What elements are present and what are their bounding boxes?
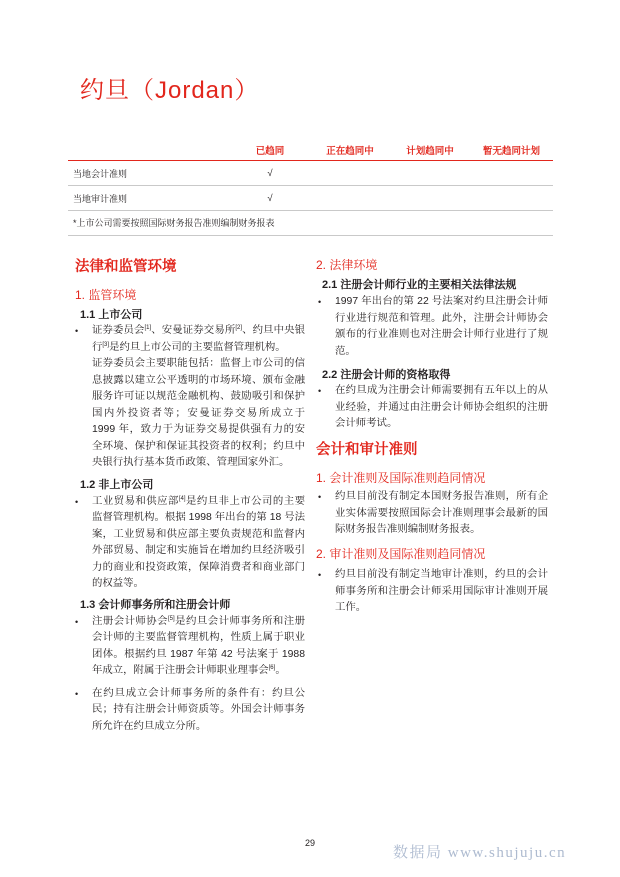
bullet-unlisted-regulator	[92, 494, 305, 593]
text-segment: 证券委员会	[92, 325, 145, 336]
bullet-firm-establishment: • 在约旦成立会计师事务所的条件有：约旦公民；持有注册会计师资质等。外国会计师事务所允许在约旦成立分所。	[92, 686, 305, 736]
bullet-cpa-qualification: • 在约旦成为注册会计师需要拥有五年以上的从业经验，并通过由注册会计师协会组织的注册会计师考试。	[335, 383, 548, 433]
footnote-ref: [6]	[268, 665, 276, 671]
header-converging: 正在趋同中	[326, 146, 374, 157]
section-heading-standards: 会计和审计准则	[316, 442, 418, 458]
header-converged: 已趋同	[255, 146, 285, 157]
heading-cpa-qualification: 2.2 注册会计师的资格取得	[322, 369, 451, 381]
footnote-ref: [3]	[102, 341, 110, 348]
bullet-accounting-standards: • 约旦目前没有制定本国财务报告准则，所有企业实体需要按照国际会计准则理事会最新的国际财务报告准则编制财务报表。	[335, 489, 548, 539]
table-note: *上市公司需要按照国际财务报告准则编制财务报表	[68, 211, 553, 236]
page-title: 约旦（Jordan）	[80, 77, 260, 104]
heading-firms-and-cpas: 1.3 会计师事务所和注册会计师	[80, 598, 231, 611]
status-cell: √	[267, 167, 273, 179]
bullet-cpa-association	[92, 614, 305, 680]
subsection-heading-legal: 2. 法律环境	[316, 258, 378, 272]
text-segment: 注册会计师协会	[92, 615, 169, 627]
header-no-plan: 暂无趋同计划	[482, 146, 540, 157]
bullet-cpa-laws: • 1997 年出台的第 22 号法案对约旦注册会计师行业进行规范和管理。此外，注册会计师协会颁布的行业准则也对注册会计师行业进行了规范。	[335, 294, 548, 360]
text-segment: 是约旦会计师事务所和注册会计师的主要监督管理机构，性质上属于职业团体。根据约旦 1987 年第 42 号法案于 1988 年成立，附属于注册会计师职业理事会	[92, 615, 305, 676]
subsection-heading-auditing-standards: 2. 审计准则及国际准则趋同情况	[316, 547, 486, 561]
left-column	[68, 258, 308, 735]
row-label: 当地审计准则	[73, 193, 128, 204]
table-row-auditing-standards	[68, 186, 553, 211]
text-segment: 工业贸易和供应部	[92, 495, 179, 507]
heading-cpa-laws: 2.1 注册会计师行业的主要相关法律法规	[322, 279, 517, 291]
header-planned: 计划趋同中	[406, 146, 454, 157]
section-heading-legal-regulatory: 法律和监管环境	[75, 259, 177, 275]
text-segment: 、安曼证券交易所	[151, 325, 236, 336]
bullet-listed-regulators	[92, 323, 305, 356]
footnote-ref: [1]	[144, 325, 152, 331]
table-header-row	[68, 140, 553, 161]
heading-listed-companies: 1.1 上市公司	[80, 309, 143, 321]
table-row-accounting-standards	[68, 161, 553, 186]
footnote-ref: [5]	[168, 615, 175, 622]
text-segment: 是约旦非上市公司的主要监督管理机构。根据 1998 年出台的第 18 号法案，工业贸易和供应部主要负责规范和监督内外部贸易、制定和实施旨在增加约旦经济吸引力的商业和投资政策，保障消费者和商业部门的权益等。	[92, 495, 305, 589]
footnote-ref: [2]	[235, 325, 242, 331]
text-segment: 是约旦上市公司的主要监督管理机构。	[109, 341, 286, 353]
paragraph-listed-regulator-duties: 证券委员会主要职能包括：监督上市公司的信息披露以建立公平透明的市场环境、颁布金融服务许可证以规范金融机构、鼓励吸引和保护国内外投资者等；安曼证券交易所成立于 1999 年，致力于为证券交易提供强有力的安全环境、保护和保证其投资者的权利；约旦中央银行执行基本货币政策、管理国家外汇。	[92, 358, 305, 468]
subsection-heading-supervision: 1. 监管环境	[75, 288, 137, 302]
text-segment: 、约旦中央银行	[92, 325, 306, 353]
bullet-auditing-standards: • 约旦目前没有制定当地审计准则，约旦的会计师事务所和注册会计师采用国际审计准则开展工作。	[335, 567, 548, 617]
heading-unlisted-companies: 1.2 非上市公司	[80, 478, 154, 491]
text-segment: 。	[275, 665, 286, 676]
row-label: 当地会计准则	[73, 168, 128, 179]
footnote-ref: [4]	[178, 495, 186, 502]
subsection-heading-accounting-standards: 1. 会计准则及国际准则趋同情况	[316, 471, 486, 485]
watermark: 数据局 www.shujuju.cn	[393, 845, 567, 861]
right-column	[312, 257, 557, 617]
page-number: 29	[304, 838, 315, 848]
convergence-status-table	[68, 140, 553, 236]
status-cell: √	[267, 192, 273, 204]
